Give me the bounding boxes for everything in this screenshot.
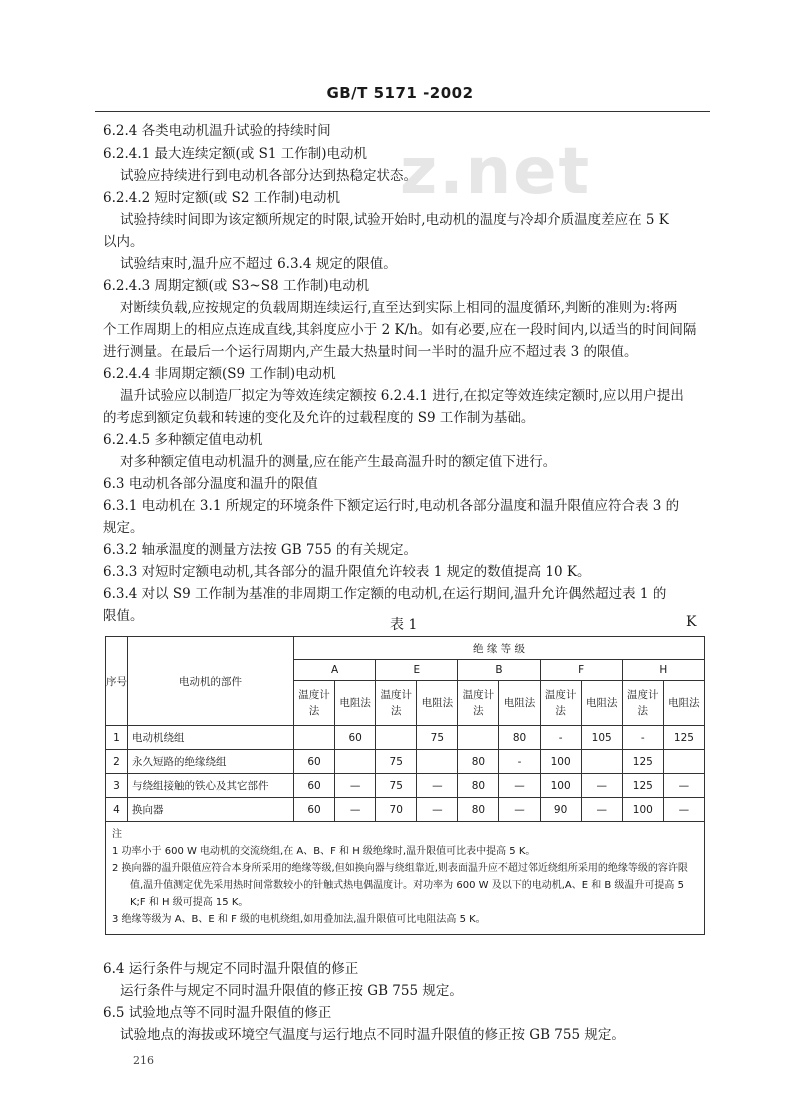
table-cell (417, 750, 458, 774)
clause-6-4-heading: 6.4 运行条件与规定不同时温升限值的修正 (103, 961, 359, 977)
table-cell: 100 (622, 798, 663, 822)
table-cell: 100 (540, 750, 581, 774)
body-line: 试验地点的海拔或环境空气温度与运行地点不同时温升限值的修正按 GB 755 规定。 (120, 1027, 625, 1043)
table-row (106, 750, 705, 774)
table-cell: 125 (622, 774, 663, 798)
row-seq: 1 (106, 726, 128, 750)
table-cell: — (335, 774, 376, 798)
table-cell: 90 (540, 798, 581, 822)
method-header: 温度计法 (294, 681, 335, 726)
table-cell: 60 (335, 726, 376, 750)
row-part: 换向器 (128, 798, 294, 822)
body-line: 试验应持续进行到电动机各部分达到热稳定状态。 (120, 168, 417, 184)
body-line: 的考虑到额定负载和转速的变化及允许的过载程度的 S9 工作制为基础。 (103, 410, 535, 426)
table-cell: 60 (294, 774, 335, 798)
table-cell: — (581, 774, 622, 798)
table-caption: 表 1 (390, 617, 418, 633)
row-seq: 4 (106, 798, 128, 822)
table-cell: — (663, 774, 704, 798)
table-cell (663, 750, 704, 774)
table-cell: - (499, 750, 540, 774)
body-line: 规定。 (103, 520, 144, 536)
class-header: B (458, 660, 540, 681)
table-cell: — (499, 774, 540, 798)
running-header: GB/T 5171 -2002 (326, 84, 474, 102)
class-header: E (376, 660, 458, 681)
table-cell (458, 726, 499, 750)
clause-6-5-heading: 6.5 试验地点等不同时温升限值的修正 (103, 1005, 332, 1021)
table-row (106, 798, 705, 822)
clause-6-3-heading: 6.3 电动机各部分温度和温升的限值 (103, 476, 318, 492)
table-cell (581, 750, 622, 774)
method-header: 温度计法 (622, 681, 663, 726)
method-header: 电阻法 (417, 681, 458, 726)
method-header: 温度计法 (540, 681, 581, 726)
table-cell: — (499, 798, 540, 822)
row-seq: 3 (106, 774, 128, 798)
clause-6-2-4-heading: 6.2.4 各类电动机温升试验的持续时间 (103, 123, 331, 139)
table-cell: - (622, 726, 663, 750)
body-line: 试验持续时间即为该定额所规定的时限,试验开始时,电动机的温度与冷却介质温度差应在 5 K (120, 212, 669, 228)
method-header: 温度计法 (376, 681, 417, 726)
clause-6-3-1: 6.3.1 电动机在 3.1 所规定的环境条件下额定运行时,电动机各部分温度和温升限值应符合表 3 的 (103, 498, 680, 514)
body-line: 运行条件与规定不同时温升限值的修正按 GB 755 规定。 (120, 983, 463, 999)
body-line: 对断续负载,应按规定的负载周期连续运行,直至达到实际上相同的温度循环,判断的准则为:将两 (120, 300, 678, 316)
method-header: 电阻法 (499, 681, 540, 726)
row-part: 电动机绕组 (128, 726, 294, 750)
clause-6-3-3: 6.3.3 对短时定额电动机,其各部分的温升限值允许较表 1 规定的数值提高 10 K。 (103, 564, 591, 580)
table-cell: 60 (294, 798, 335, 822)
notes-title: 注 (112, 829, 122, 840)
clause-6-2-4-1-heading: 6.2.4.1 最大连续定额(或 S1 工作制)电动机 (103, 146, 367, 162)
table-cell: 75 (417, 726, 458, 750)
col-header-part: 电动机的部件 (128, 637, 294, 726)
table-cell (376, 726, 417, 750)
clause-6-3-2: 6.3.2 轴承温度的测量方法按 GB 755 的有关规定。 (103, 542, 417, 558)
method-header: 电阻法 (335, 681, 376, 726)
clause-6-2-4-3-heading: 6.2.4.3 周期定额(或 S3~S8 工作制)电动机 (103, 278, 370, 294)
note-item: 2 换向器的温升限值应符合本身所采用的绝缘等级,但如换向器与绕组靠近,则表面温升应不超过邻近绕组所采用的绝缘等级的容许限值,温升值测定优先采用热时间常数较小的针触式热电偶温度计。对功率为 600 W 及以下的电动机,A、E 和 B 级温升可提高 5 K;F 和 H 级可提高 15 K。 (112, 863, 688, 908)
table-cell (294, 726, 335, 750)
body-line: 限值。 (103, 608, 144, 624)
table-cell: 80 (458, 750, 499, 774)
table-cell: — (417, 798, 458, 822)
note-item: 1 功率小于 600 W 电动机的交流绕组,在 A、B、F 和 H 级绝缘时,温升限值可比表中提高 5 K。 (112, 846, 536, 857)
row-part: 与绕组接触的铁心及其它部件 (128, 774, 294, 798)
body-line: 进行测量。在最后一个运行周期内,产生最大热量时间一半时的温升应不超过表 3 的限值。 (103, 344, 638, 360)
table-row (106, 774, 705, 798)
table-cell: 80 (458, 774, 499, 798)
temperature-rise-table (105, 636, 705, 935)
note-item: 3 绝缘等级为 A、B、E 和 F 级的电机绕组,如用叠加法,温升限值可比电阻法高 5 K。 (112, 914, 486, 925)
class-header: F (540, 660, 622, 681)
class-header: H (622, 660, 704, 681)
table-cell: — (417, 774, 458, 798)
table-cell: 60 (294, 750, 335, 774)
table-cell: 105 (581, 726, 622, 750)
body-line: 个工作周期上的相应点连成直线,其斜度应小于 2 K/h。如有必要,应在一段时间内,以适当的时间间隔 (103, 322, 697, 338)
page-number: 216 (133, 1054, 154, 1067)
table-cell: 75 (376, 774, 417, 798)
table-cell: 125 (663, 726, 704, 750)
insulation-class-group: 绝 缘 等 级 (294, 637, 705, 660)
table-cell: — (663, 798, 704, 822)
clause-6-3-4: 6.3.4 对以 S9 工作制为基准的非周期工作定额的电动机,在运行期间,温升允许偶然超过表 1 的 (103, 586, 667, 602)
table-cell: 80 (458, 798, 499, 822)
body-line: 对多种额定值电动机温升的测量,应在能产生最高温升时的额定值下进行。 (120, 454, 557, 470)
body-line: 温升试验应以制造厂拟定为等效连续定额按 6.2.4.1 进行,在拟定等效连续定额时,应以用户提出 (120, 388, 684, 404)
table-cell: 75 (376, 750, 417, 774)
method-header: 温度计法 (458, 681, 499, 726)
col-header-seq: 序号 (106, 637, 128, 726)
table-cell: — (335, 798, 376, 822)
body-line: 试验结束时,温升应不超过 6.3.4 规定的限值。 (120, 256, 397, 272)
table-cell: 70 (376, 798, 417, 822)
clause-6-2-4-5-heading: 6.2.4.5 多种额定值电动机 (103, 432, 263, 448)
class-header: A (294, 660, 376, 681)
table-notes (106, 822, 705, 935)
clause-6-2-4-4-heading: 6.2.4.4 非周期定额(S9 工作制)电动机 (103, 366, 336, 382)
body-line: 以内。 (103, 234, 144, 250)
header-rule (95, 111, 710, 112)
table-cell (335, 750, 376, 774)
watermark: z.net (400, 135, 592, 209)
table-unit: K (686, 614, 697, 630)
row-seq: 2 (106, 750, 128, 774)
method-header: 电阻法 (581, 681, 622, 726)
row-part: 永久短路的绝缘绕组 (128, 750, 294, 774)
table-cell: 125 (622, 750, 663, 774)
table-cell: — (581, 798, 622, 822)
method-header: 电阻法 (663, 681, 704, 726)
clause-6-2-4-2-heading: 6.2.4.2 短时定额(或 S2 工作制)电动机 (103, 190, 340, 206)
table-cell: - (540, 726, 581, 750)
table-row (106, 726, 705, 750)
table-cell: 100 (540, 774, 581, 798)
table-cell: 80 (499, 726, 540, 750)
